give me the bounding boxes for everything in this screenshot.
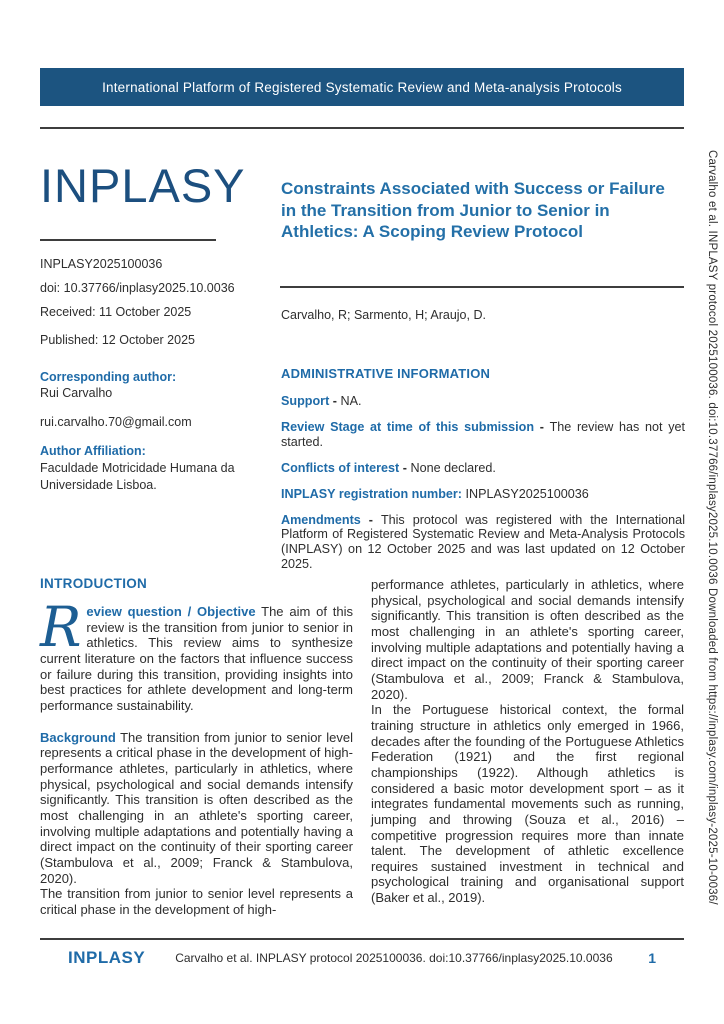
inplasy-logo: INPLASY — [40, 159, 246, 212]
admin-heading: ADMINISTRATIVE INFORMATION — [281, 366, 491, 381]
registration-meta — [40, 256, 275, 494]
page-footer — [40, 948, 684, 968]
background-text: The transition from junior to senior level represents a critical phase in the development of high-performance athletes, particularly in athletics, where physical, psychological and social demands intensify significantly. This transition is often described as the most challenging in an athlete's sporting career, involving multiple adaptations and potentially having a direct impact on the continuity of their sporting career (Stambulova et al., 2009; Franck & Stambulova, 2020). — [40, 729, 353, 886]
corresponding-author-name: Rui Carvalho — [40, 386, 113, 401]
article-title: Constraints Associated with Success or Failure in the Transition from Junior to Senior in Athletics: A Scoping Review Protocol — [281, 179, 665, 242]
admin-item-review-stage: Review Stage at time of this submission - The review has not yet started. — [281, 420, 685, 450]
journal-banner — [40, 68, 684, 106]
admin-item-amendments: Amendments - This protocol was registered with the International Platform of Registered Systematic Review and Meta-Analysis Protocols (INPLASY) on 12 October 2025 and was last updated on 12 October 2025. — [281, 512, 685, 572]
left-column-overflow-paragraph: The transition from junior to senior level represents a critical phase in the development of high- — [40, 886, 353, 917]
page-number: 1 — [648, 950, 656, 966]
affiliation-label: Author Affiliation: — [40, 444, 146, 459]
article-authors: Carvalho, R; Sarmento, H; Araujo, D. — [281, 308, 486, 322]
background-paragraph — [40, 730, 353, 887]
corresponding-author-label: Corresponding author: — [40, 369, 177, 384]
top-divider — [40, 127, 684, 129]
admin-item-support: Support - NA. — [281, 394, 362, 409]
administrative-information — [281, 366, 685, 583]
introduction-heading: INTRODUCTION — [40, 576, 148, 591]
objective-text: The aim of this review is the transition from junior to senior in athletics. This review aims to synthesize current literature on the factors that influence success or failure during this transition, providing insights into best practices for athlete development and long-term performance sustainability. — [40, 604, 353, 713]
objective-paragraph — [40, 595, 353, 714]
right-column-paragraph-1: performance athletes, particularly in athletics, where physical, psychological and social demands intensify significantly. This transition is often described as the most challenging in an athlete's sporting career, involving multiple adaptations and potentially having a direct impact on the continuity of their sporting career (Stambulova et al., 2009; Franck & Stambulova, 2020). — [371, 577, 684, 702]
registration-id: INPLASY2025100036 — [40, 257, 163, 271]
introduction-left-column — [40, 595, 353, 917]
footer-divider — [40, 938, 684, 940]
received-date: Received: 11 October 2025 — [40, 304, 192, 319]
logo-divider — [40, 239, 216, 241]
footer-citation: Carvalho et al. INPLASY protocol 2025100036. doi:10.37766/inplasy2025.10.0036 — [175, 951, 613, 965]
admin-item-registration-number: INPLASY registration number: INPLASY2025100036 — [281, 486, 589, 501]
affiliation-text: Faculdade Motricidade Humana da Universidade Lisboa. — [40, 461, 235, 492]
admin-item-conflicts: Conflicts of interest - None declared. — [281, 460, 496, 475]
vertical-citation-text: Carvalho et al. INPLASY protocol 2025100036. doi:10.37766/inplasy2025.10.0036 Downloaded from https://inplasy.com/inplasy-2025-10-0036/ — [706, 150, 718, 905]
corresponding-author-block — [40, 369, 275, 494]
published-date: Published: 12 October 2025 — [40, 332, 195, 347]
journal-banner-text: International Platform of Registered Systematic Review and Meta-analysis Protocols — [102, 79, 622, 95]
background-label: Background — [40, 729, 116, 745]
right-column-paragraph-2: In the Portuguese historical context, the formal training structure in athletics only emerged in 1966, decades after the founding of the Portuguese Athletics Federation (1921) and the first regional championships (1922). Although athletics is considered a basic motor development sport – as it integrates fundamental movements such as running, jumping and throwing (Souza et al., 2016) – competitive progression requires more than innate talent. The development of athletic excellence requires sustained investment in technical and psychological training and organisational support (Baker et al., 2019). — [371, 702, 684, 906]
introduction-right-column — [371, 577, 684, 906]
doi-line: doi: 10.37766/inplasy2025.10.0036 — [40, 280, 235, 295]
footer-inplasy-logo: INPLASY — [68, 948, 146, 967]
title-divider — [280, 286, 684, 288]
objective-label: eview question / Objective — [86, 604, 256, 619]
corresponding-author-email: rui.carvalho.70@gmail.com — [40, 415, 192, 430]
dropcap-r: R — [40, 595, 82, 659]
